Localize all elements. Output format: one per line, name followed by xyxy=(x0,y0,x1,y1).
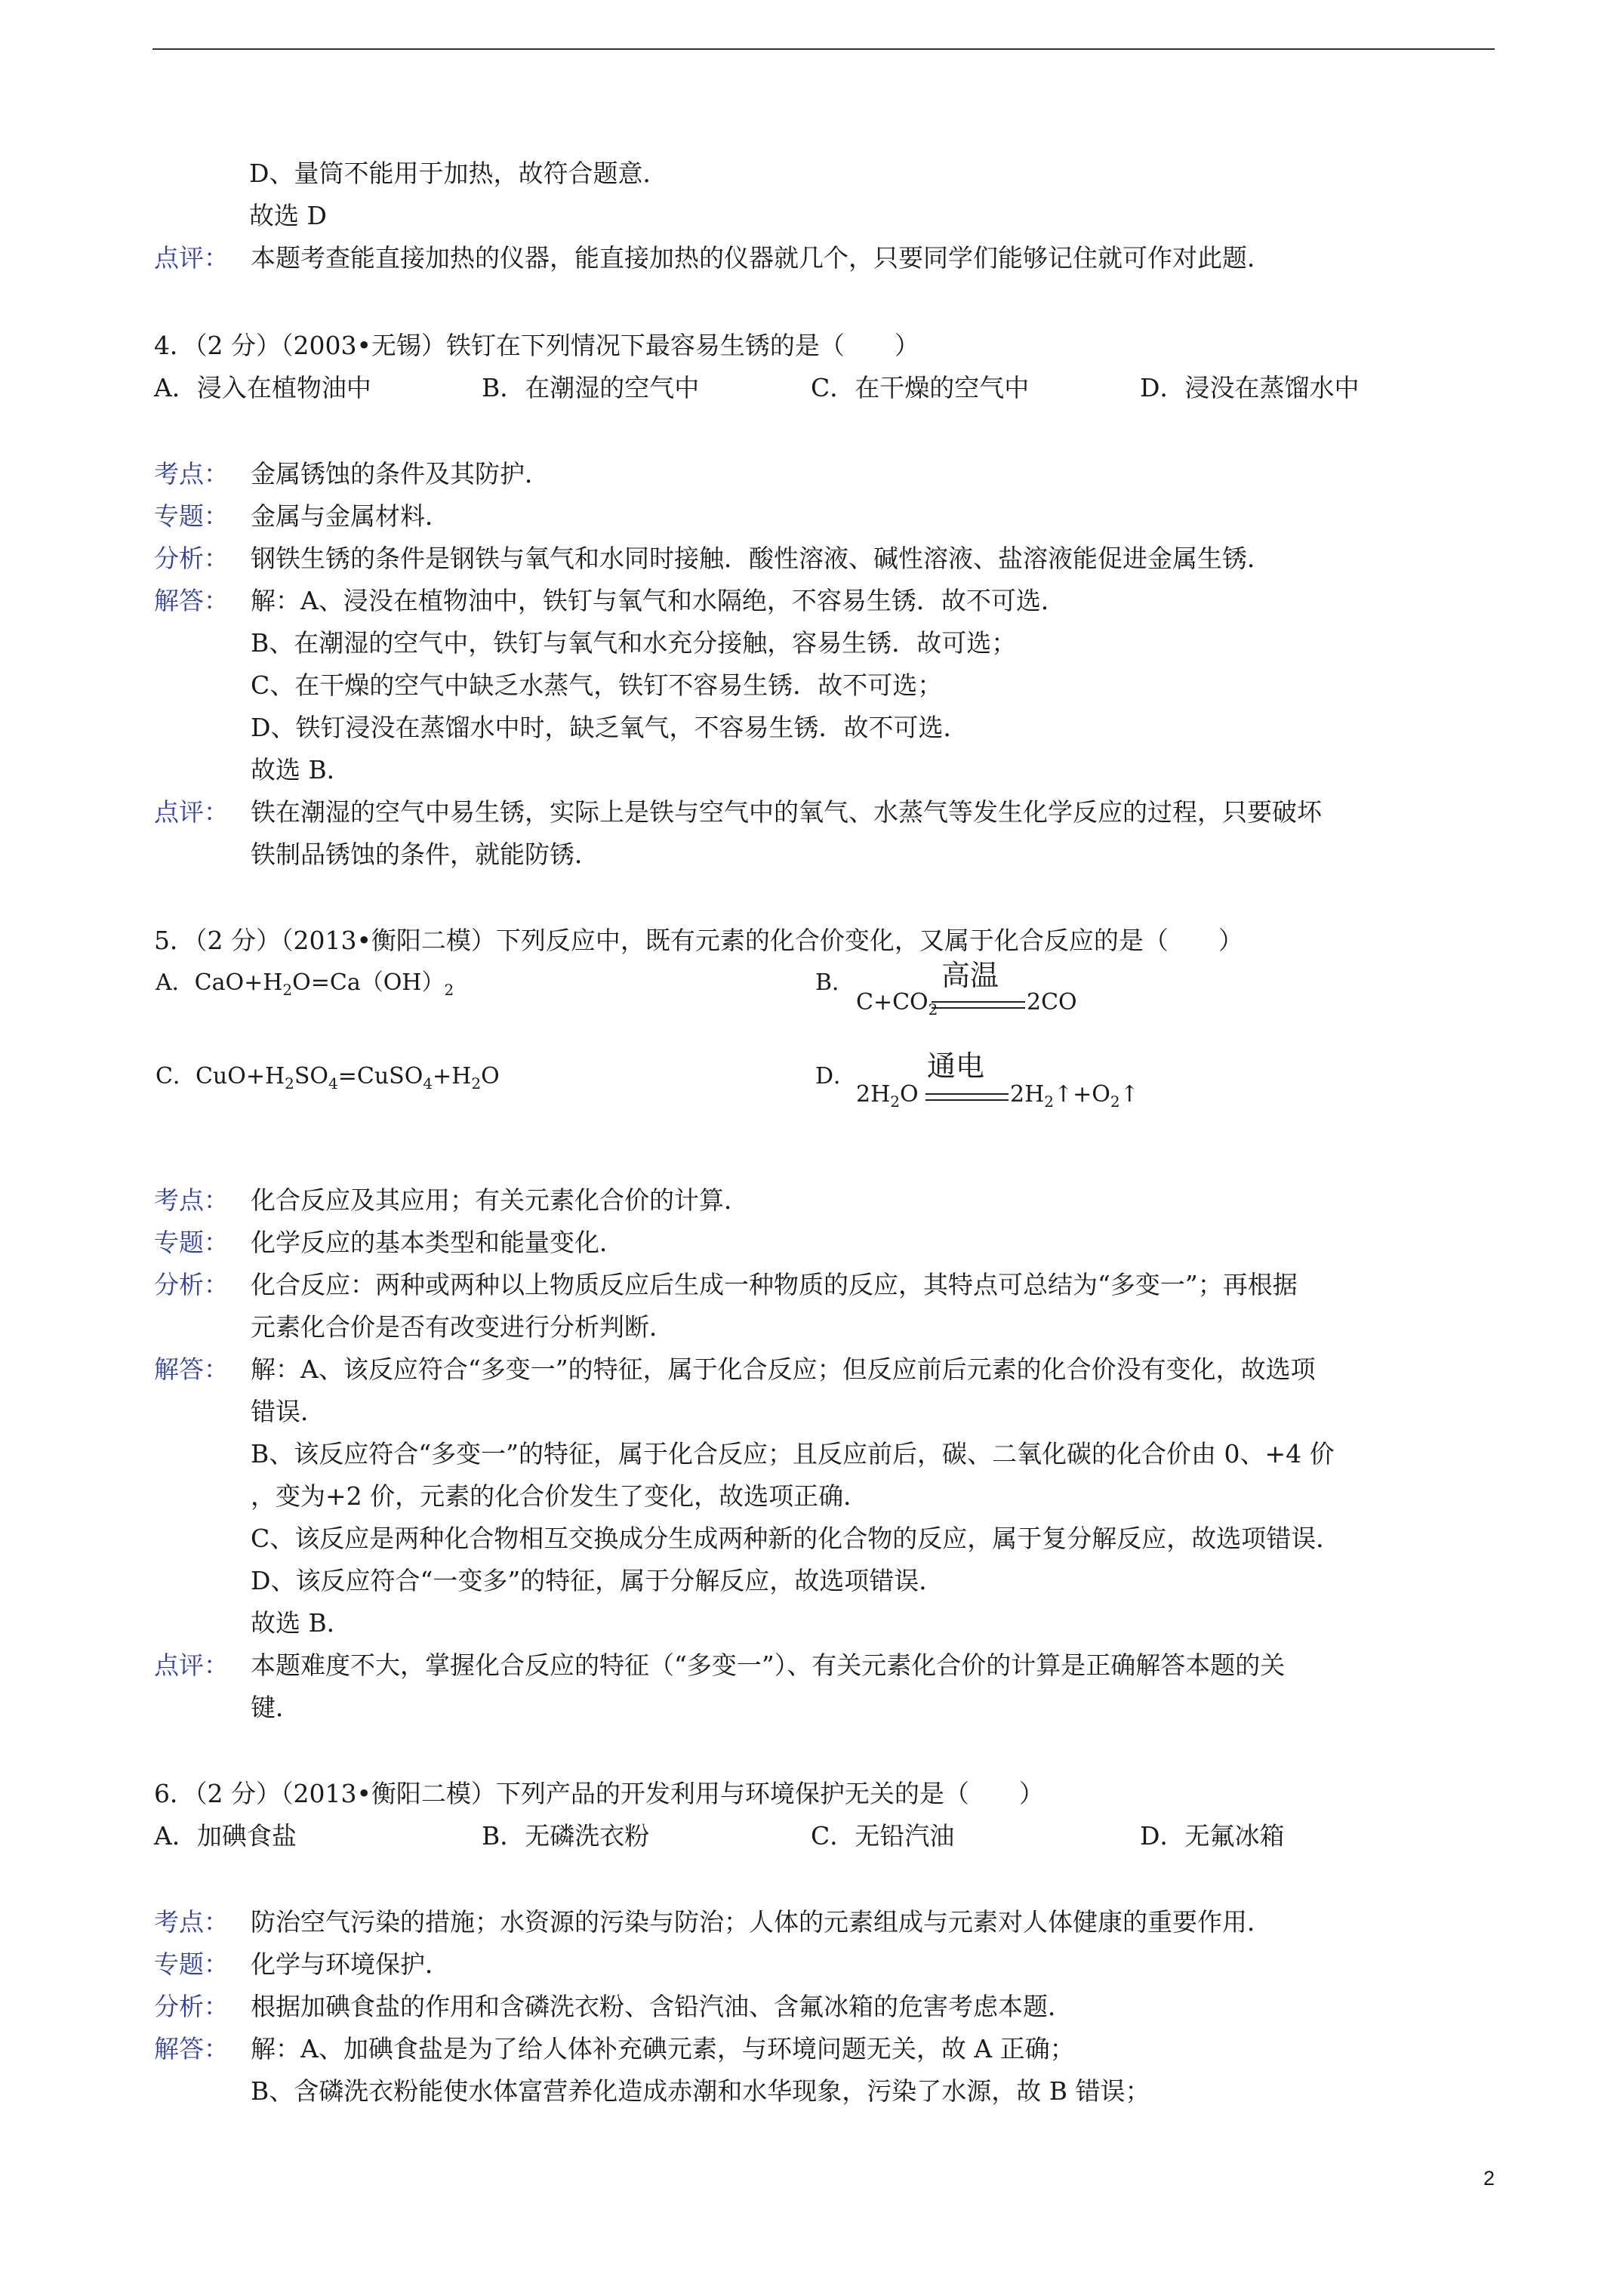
q6-zhuanti xyxy=(154,1946,450,1983)
q6-option-a: A．加碘食盐 xyxy=(154,1821,297,1851)
kaodian-text: 防治空气污染的措施；水资源的污染与防治；人体的元素组成与元素对人体健康的重要作用． xyxy=(251,1907,1272,1937)
q5-jieda-line: D、该反应符合“一变多”的特征，属于分解反应，故选项错误． xyxy=(251,1566,944,1595)
jieda-label: 解答： xyxy=(154,586,229,615)
kaodian-text: 金属锈蚀的条件及其防护． xyxy=(251,459,550,488)
q5-jieda-line: B、该反应符合“多变一”的特征，属于化合反应；且反应前后，碳、二氧化碳的化合价由 0、+4 价 xyxy=(251,1439,1335,1469)
eq-part: C．CuO+H xyxy=(156,1063,285,1089)
q4-kaodian xyxy=(154,456,550,492)
eq-sub: 2 xyxy=(1044,1093,1054,1111)
q5-jieda-line: C、该反应是两种化合物相互交换成分生成两种新的化合物的反应，属于复分解反应，故选项错误． xyxy=(251,1524,1341,1553)
q5-option-d-equals xyxy=(925,1093,1009,1101)
eq-part: O xyxy=(899,1081,919,1108)
q5-option-b-label: B． xyxy=(815,969,855,996)
fenxi-label: 分析： xyxy=(154,544,229,573)
zhuanti-text: 金属与金属材料． xyxy=(251,501,450,531)
q4-dianping-line: 铁制品锈蚀的条件，就能防锈． xyxy=(251,840,599,869)
prev-choose: 故选 D xyxy=(249,201,327,230)
q6-fenxi xyxy=(154,1989,1073,2025)
fenxi-text: 化合反应：两种或两种以上物质反应后生成一种物质的反应，其特点可总结为“多变一”；再根据 xyxy=(251,1270,1298,1299)
q5-jieda-line: 故选 B． xyxy=(251,1608,352,1638)
q4-option-d: D．浸没在蒸馏水中 xyxy=(1140,373,1360,402)
q5-option-d-label: D． xyxy=(815,1063,857,1089)
q5-option-b-equals xyxy=(932,1001,1025,1009)
q5-stem: 5．（2 分）（2013•衡阳二模）下列反应中，既有元素的化合价变化，又属于化合反应的是（ ） xyxy=(154,926,1243,955)
q6-jieda-line: B、含磷洗衣粉能使水体富营养化造成赤潮和水华现象，污染了水源，故 B 错误； xyxy=(251,2076,1150,2106)
q5-option-b-right: 2CO xyxy=(1027,989,1077,1015)
q5-jieda xyxy=(154,1351,1316,1388)
eq-sub: 4 xyxy=(423,1074,433,1093)
q5-fenxi-line: 元素化合价是否有改变进行分析判断． xyxy=(251,1312,674,1342)
q4-jieda xyxy=(154,583,1066,619)
prev-comment xyxy=(154,240,1272,276)
zhuanti-label: 专题： xyxy=(154,1228,229,1257)
kaodian-label: 考点： xyxy=(154,1185,229,1215)
q6-kaodian xyxy=(154,1904,1272,1940)
q5-option-a xyxy=(156,969,454,1003)
eq-sub: 2 xyxy=(444,981,454,999)
jieda-text: 解：A、该反应符合“多变一”的特征，属于化合反应；但反应前后元素的化合价没有变化，故选项 xyxy=(251,1354,1316,1384)
eq-part: O=Ca（OH） xyxy=(292,969,445,996)
eq-sub: 2 xyxy=(285,1074,294,1093)
dianping-label: 点评： xyxy=(154,797,229,827)
eq-sub: 2 xyxy=(1110,1093,1120,1111)
eq-part: 2H xyxy=(856,1081,891,1108)
jieda-label: 解答： xyxy=(154,2034,229,2063)
q6-option-c: C．无铅汽油 xyxy=(811,1821,955,1851)
eq-part: ↑+O xyxy=(1053,1081,1110,1108)
q4-option-b: B．在潮湿的空气中 xyxy=(482,373,700,402)
eq-part: SO xyxy=(294,1063,329,1089)
eq-part: =CuSO xyxy=(337,1063,423,1089)
q6-stem: 6．（2 分）（2013•衡阳二模）下列产品的开发利用与环境保护无关的是（ ） xyxy=(154,1779,1044,1808)
q5-jieda-line: ，变为+2 价，元素的化合价发生了变化，故选项正确． xyxy=(251,1481,869,1511)
eq-part: O xyxy=(481,1063,500,1089)
fenxi-text: 钢铁生锈的条件是钢铁与氧气和水同时接触．酸性溶液、碱性溶液、盐溶液能促进金属生锈． xyxy=(251,544,1272,573)
q5-dianping-line: 键． xyxy=(251,1693,300,1722)
dianping-text: 铁在潮湿的空气中易生锈，实际上是铁与空气中的氧气、水蒸气等发生化学反应的过程，只要破坏 xyxy=(251,797,1322,827)
page-number: 2 xyxy=(1483,2167,1495,2190)
q5-option-b-left xyxy=(856,989,938,1023)
jieda-text: 解：A、加碘食盐是为了给人体补充碘元素，与环境问题无关，故 A 正确； xyxy=(251,2034,1075,2063)
q5-dianping xyxy=(154,1647,1285,1684)
eq-part: 2H xyxy=(1010,1081,1045,1108)
q6-option-d: D．无氟冰箱 xyxy=(1140,1821,1285,1851)
q4-dianping xyxy=(154,794,1322,831)
q4-jieda-line: B、在潮湿的空气中，铁钉与氧气和水充分接触，容易生锈．故可选； xyxy=(251,628,1017,658)
q5-fenxi xyxy=(154,1267,1298,1303)
eq-sub: 2 xyxy=(282,981,293,999)
zhuanti-label: 专题： xyxy=(154,501,229,531)
eq-sub: 2 xyxy=(890,1093,900,1111)
comment-text: 本题考查能直接加热的仪器，能直接加热的仪器就几个，只要同学们能够记住就可作对此题． xyxy=(251,243,1272,273)
q5-option-d-left xyxy=(856,1081,919,1115)
q4-option-a: A．浸入在植物油中 xyxy=(154,373,371,402)
q4-stem: 4．（2 分）（2003•无锡）铁钉在下列情况下最容易生锈的是（ ） xyxy=(154,331,919,360)
eq-sub: 2 xyxy=(471,1074,482,1093)
q4-fenxi xyxy=(154,541,1272,577)
fenxi-label: 分析： xyxy=(154,1992,229,2021)
fenxi-text: 根据加碘食盐的作用和含磷洗衣粉、含铅汽油、含氟冰箱的危害考虑本题． xyxy=(251,1992,1073,2021)
comment-label: 点评： xyxy=(154,243,229,273)
fenxi-label: 分析： xyxy=(154,1270,229,1299)
eq-sub: 4 xyxy=(328,1074,338,1093)
zhuanti-text: 化学与环境保护． xyxy=(251,1949,450,1979)
q4-jieda-line: C、在干燥的空气中缺乏水蒸气，铁钉不容易生锈．故不可选； xyxy=(251,670,943,700)
kaodian-label: 考点： xyxy=(154,459,229,488)
eq-part: C+CO xyxy=(856,989,929,1015)
q5-option-c xyxy=(156,1063,500,1097)
q5-jieda-line: 错误． xyxy=(251,1397,325,1426)
eq-sub: 2 xyxy=(928,1000,938,1019)
dianping-text: 本题难度不大，掌握化合反应的特征（“多变一”）、有关元素化合价的计算是正确解答本题的关 xyxy=(251,1650,1286,1680)
dianping-label: 点评： xyxy=(154,1650,229,1680)
kaodian-text: 化合反应及其应用；有关元素化合价的计算． xyxy=(251,1185,749,1215)
q4-option-c: C．在干燥的空气中 xyxy=(811,373,1030,402)
q4-jieda-line: 故选 B． xyxy=(251,755,352,784)
zhuanti-text: 化学反应的基本类型和能量变化． xyxy=(251,1228,624,1257)
eq-part: A．CaO+H xyxy=(156,969,283,996)
q5-option-b-condition: 高温 xyxy=(941,959,999,992)
jieda-text: 解：A、浸没在植物油中，铁钉与氧气和水隔绝，不容易生锈．故不可选． xyxy=(251,586,1066,615)
q5-option-d-condition: 通电 xyxy=(927,1049,985,1083)
header-rule xyxy=(152,48,1495,50)
jieda-label: 解答： xyxy=(154,1354,229,1384)
q5-option-d-right xyxy=(1010,1081,1139,1115)
q4-jieda-line: D、铁钉浸没在蒸馏水中时，缺乏氧气，不容易生锈．故不可选． xyxy=(251,713,969,742)
kaodian-label: 考点： xyxy=(154,1907,229,1937)
q4-zhuanti xyxy=(154,498,450,535)
q6-jieda xyxy=(154,2031,1075,2067)
eq-part: +H xyxy=(433,1063,472,1089)
q5-zhuanti xyxy=(154,1225,624,1261)
prev-answer-d: D、量筒不能用于加热，故符合题意． xyxy=(249,159,668,188)
zhuanti-label: 专题： xyxy=(154,1949,229,1979)
eq-part: ↑ xyxy=(1119,1081,1139,1108)
q6-option-b: B．无磷洗衣粉 xyxy=(482,1821,650,1851)
q5-kaodian xyxy=(154,1182,749,1219)
